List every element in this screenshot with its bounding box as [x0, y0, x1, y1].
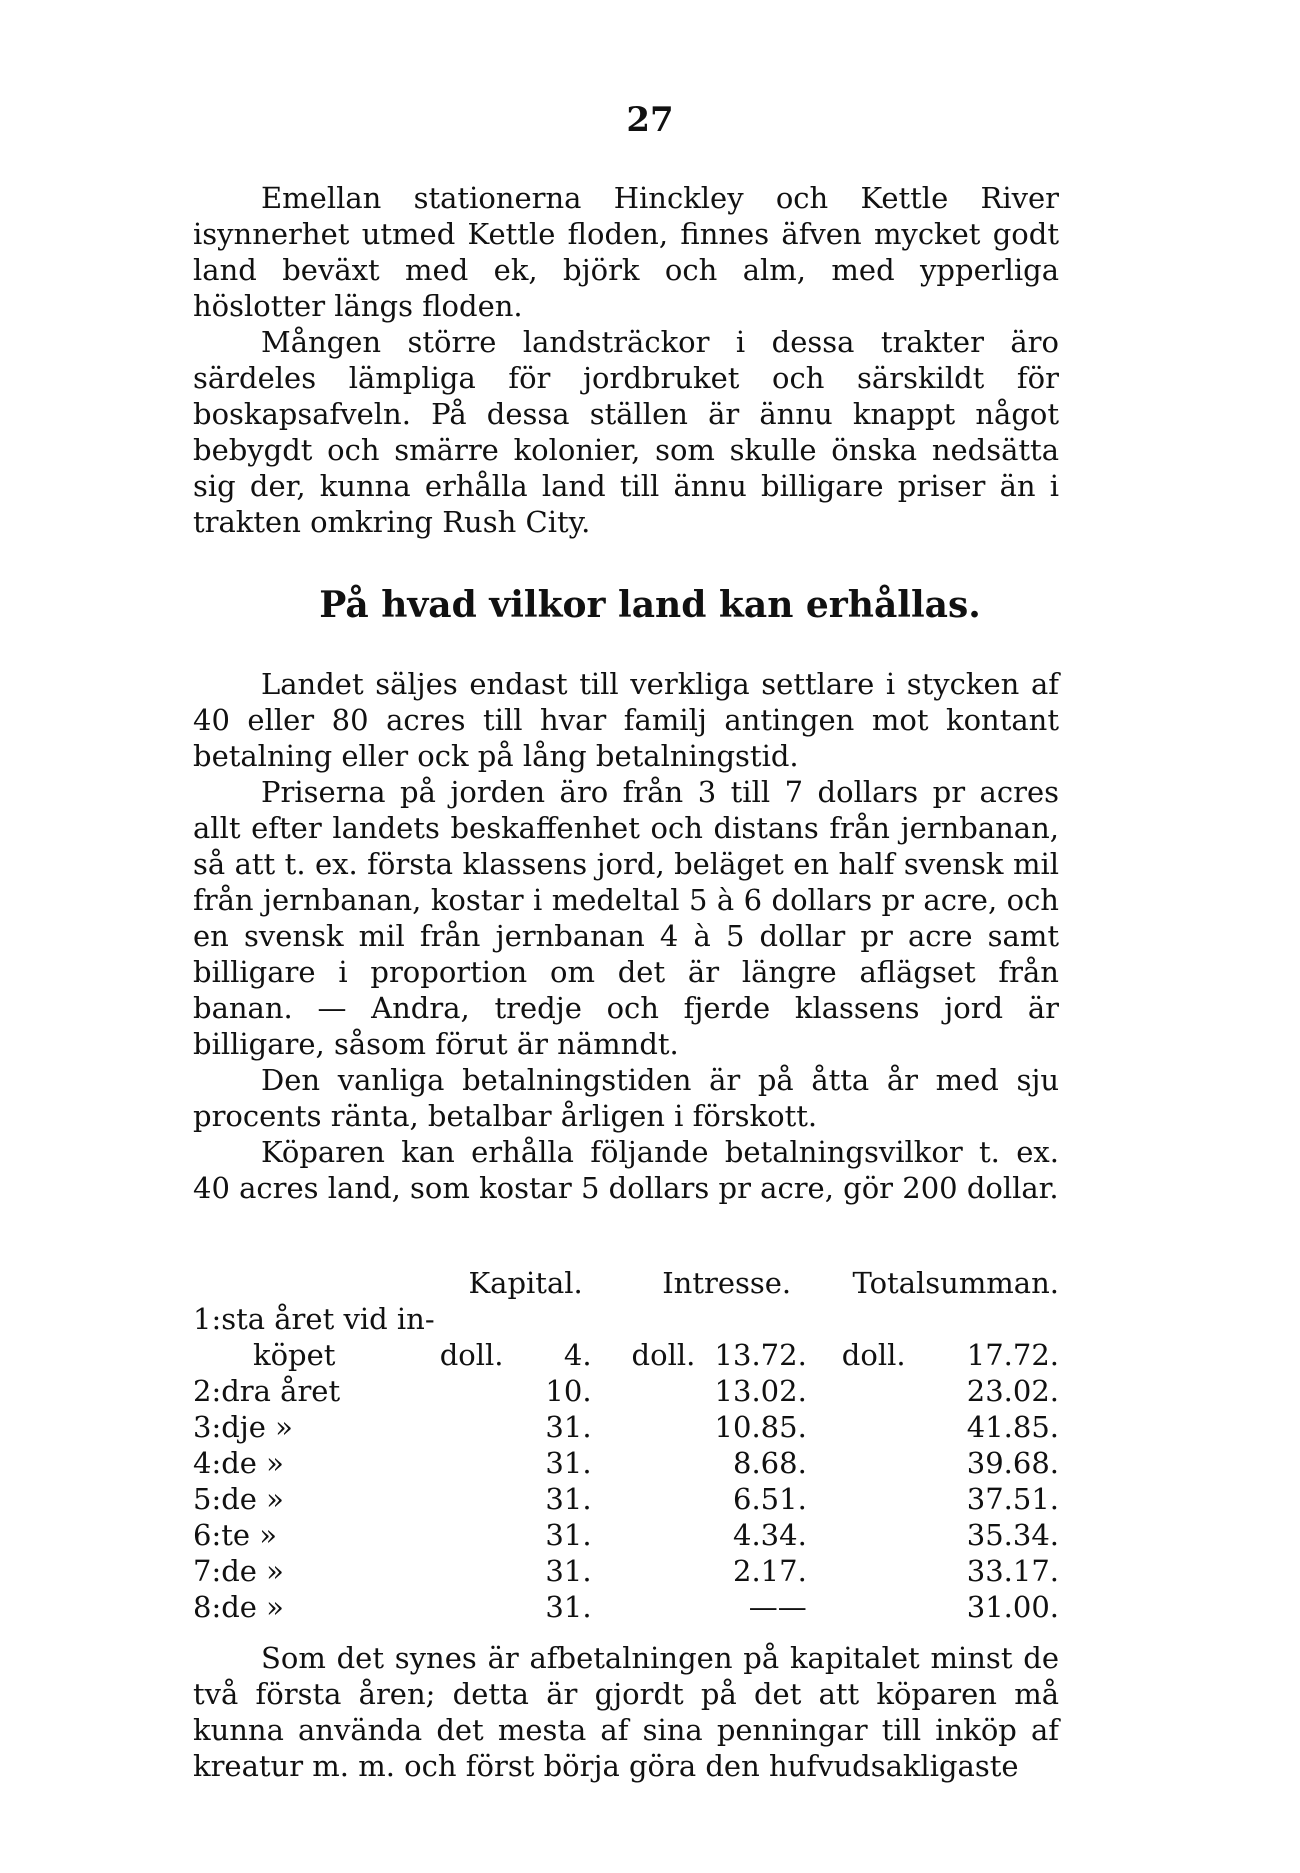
- table-row: [193, 1589, 1059, 1625]
- row-label: 4:de »: [193, 1446, 284, 1480]
- table-row: [193, 1373, 1059, 1409]
- row-label: 7:de »: [193, 1554, 284, 1588]
- paragraph-prices: Priserna på jorden äro från 3 till 7 dollars pr acres allt efter landets beskaffenhet och distans från jernbanan, så att t. ex. första klassens jord, beläget en half svensk mil från jernbanan, kostar i medeltal 5 à 6 dollars pr acre, och en svensk mil från jernbanan 4 à 5 dollar pr acre samt billigare i proportion om det är längre aflägset från banan. — Andra, tredje och fjerde klassens jord är billigare, såsom förut är nämndt.: [193, 775, 1059, 1061]
- interest-value: 10.85.: [714, 1410, 807, 1444]
- capital-value: 31.: [545, 1554, 592, 1588]
- table-row: [193, 1481, 1059, 1517]
- total-value: 39.68.: [966, 1446, 1059, 1480]
- paragraph-conclusion: Som det synes är afbetalningen på kapitalet minst de två första åren; detta är gjordt på det att köparen må kunna använda det mesta af sina penningar till inköp af kreatur m. m. och först börja göra den hufvudsakligaste: [193, 1641, 1059, 1783]
- table-row: [193, 1553, 1059, 1589]
- capital-value: 10.: [545, 1374, 592, 1408]
- total-value: 23.02.: [966, 1374, 1059, 1408]
- currency-unit: doll.: [841, 1338, 906, 1372]
- paragraph-land-tracts: Mången större landsträckor i dessa trakter äro särdeles lämpliga för jordbruket och särskildt för boskapsafveln. På dessa ställen är ännu knappt något bebygdt och smärre kolonier, som skulle önska nedsätta sig der, kunna erhålla land till ännu billigare priser än i trakten omkring Rush City.: [193, 325, 1059, 539]
- capital-value: 31.: [545, 1482, 592, 1516]
- total-value: 17.72.: [966, 1338, 1059, 1372]
- table-row: [193, 1517, 1059, 1553]
- interest-value: 13.72.: [714, 1338, 807, 1372]
- row-label: 6:te »: [193, 1518, 277, 1552]
- row-label: 5:de »: [193, 1482, 284, 1516]
- total-value: 41.85.: [966, 1410, 1059, 1444]
- table-row: [193, 1301, 1059, 1337]
- capital-cell: [430, 1337, 622, 1373]
- capital-value: 31.: [545, 1410, 592, 1444]
- row-label: 1:sta året vid in-: [193, 1302, 435, 1336]
- interest-cell: [622, 1337, 832, 1373]
- total-cell: [832, 1337, 1059, 1373]
- section-heading: På hvad vilkor land kan erhållas.: [319, 584, 981, 626]
- interest-value: 13.02.: [714, 1374, 807, 1408]
- capital-value: 4.: [563, 1338, 592, 1372]
- interest-value: 2.17.: [733, 1554, 807, 1588]
- interest-value: 4.34.: [733, 1518, 807, 1552]
- capital-value: 31.: [545, 1518, 592, 1552]
- paragraph-stations: Emellan stationerna Hinckley och Kettle River isynnerhet utmed Kettle floden, finnes äfven mycket godt land beväxt med ek, björk och alm, med ypperliga höslotter längs floden.: [193, 181, 1059, 323]
- currency-unit: doll.: [631, 1338, 696, 1372]
- header-total: Totalsumman.: [852, 1266, 1059, 1300]
- payment-schedule-table: [193, 1265, 1059, 1625]
- paragraph-example: Köparen kan erhålla följande betalningsvilkor t. ex. 40 acres land, som kostar 5 dollars pr acre, gör 200 dollar.: [193, 1135, 1059, 1205]
- row-label: 3:dje »: [193, 1410, 293, 1444]
- total-value: 37.51.: [966, 1482, 1059, 1516]
- table-row: [193, 1337, 1059, 1373]
- interest-value: ——: [748, 1590, 807, 1624]
- interest-value: 8.68.: [733, 1446, 807, 1480]
- interest-value: 6.51.: [733, 1482, 807, 1516]
- terms-text-block: [193, 666, 1059, 1206]
- row-label: 2:dra året: [193, 1374, 341, 1408]
- table-header-row: [193, 1265, 1059, 1301]
- row-label: 8:de »: [193, 1590, 284, 1624]
- table-row: [193, 1409, 1059, 1445]
- closing-text-block: [193, 1640, 1059, 1784]
- paragraph-sale-terms: Landet säljes endast till verkliga settlare i stycken af 40 eller 80 acres till hvar familj antingen mot kontant betalning eller ock på lång betalningstid.: [193, 667, 1059, 773]
- total-value: 31.00.: [966, 1590, 1059, 1624]
- currency-unit: doll.: [439, 1338, 504, 1372]
- page-number: 27: [626, 100, 674, 140]
- total-value: 33.17.: [966, 1554, 1059, 1588]
- capital-value: 31.: [545, 1590, 592, 1624]
- intro-text-block: [193, 180, 1059, 540]
- row-label: köpet: [253, 1338, 336, 1372]
- header-blank: [193, 1265, 430, 1301]
- header-capital: Kapital.: [468, 1266, 583, 1300]
- paragraph-payment-period: Den vanliga betalningstiden är på åtta år med sju procents ränta, betalbar årligen i förskott.: [193, 1063, 1059, 1133]
- table-row: [193, 1445, 1059, 1481]
- capital-value: 31.: [545, 1446, 592, 1480]
- header-interest: Intresse.: [662, 1266, 792, 1300]
- total-value: 35.34.: [966, 1518, 1059, 1552]
